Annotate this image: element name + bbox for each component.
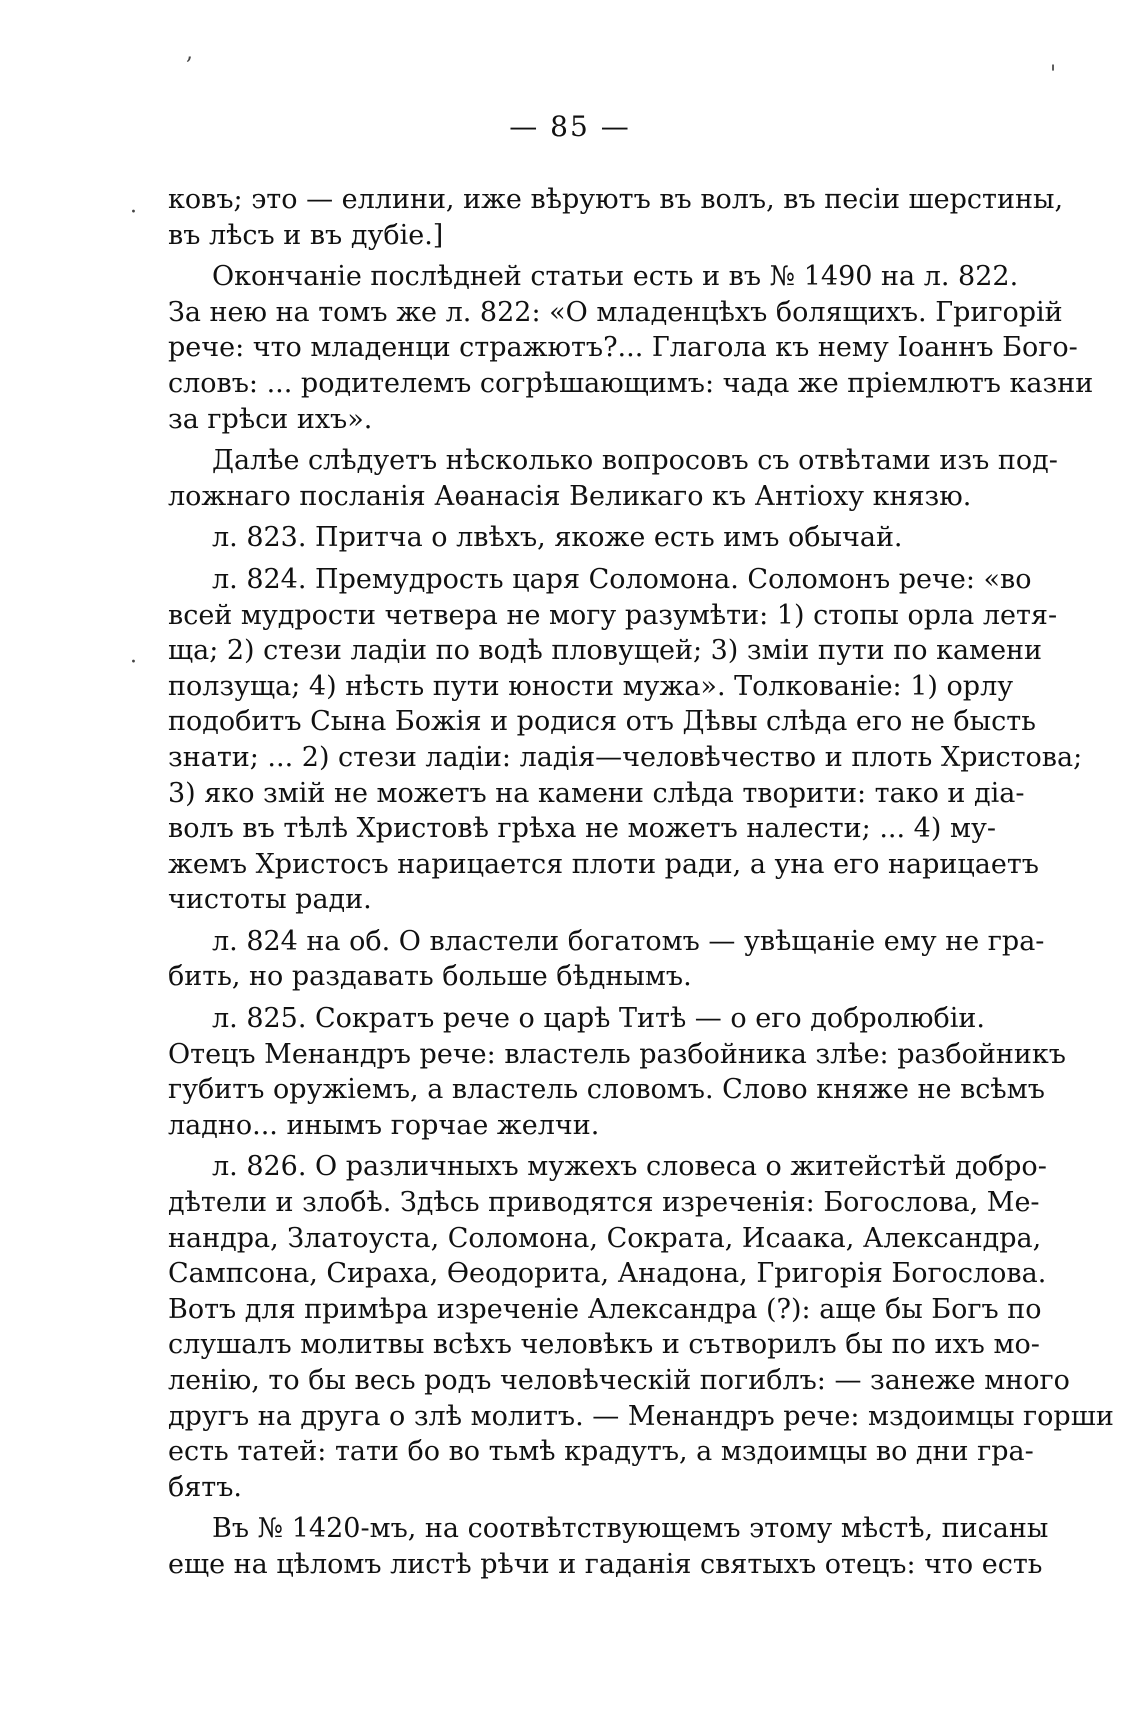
stray-mark: , [186, 40, 193, 65]
text-line: знати; ... 2) стези ладіи: ладія—человѣчество и плоть Христова; [168, 741, 1083, 773]
text-line: ползуща; 4) нѣсть пути юности мужа». Толкованіе: 1) орлу [168, 670, 1014, 702]
text-line: за грѣси ихъ». [168, 403, 373, 435]
paragraph-first-line: л. 824 на об. О властели богатомъ — увѣщаніе ему не гра- [212, 925, 1045, 957]
paragraph-first-line: л. 825. Сократъ рече о царѣ Титѣ — о его добролюбіи. [212, 1003, 985, 1035]
text-line: дѣтели и злобѣ. Здѣсь приводятся изреченія: Богослова, Ме- [168, 1187, 1040, 1219]
text-line: еще на цѣломъ листѣ рѣчи и гаданія святыхъ отецъ: что есть [168, 1548, 1043, 1580]
text-line: рече: что младенци стражютъ?... Глагола къ нему Іоаннъ Бого- [168, 332, 1078, 364]
text-line: всей мудрости четвера не могу разумѣти: 1) стопы орла летя- [168, 599, 1058, 631]
text-line: ложнаго посланія Аѳанасія Великаго къ Антіоху князю. [168, 480, 972, 512]
paragraph-first-line: л. 823. Притча о лвѣхъ, якоже есть имъ обычай. [212, 522, 903, 554]
text-line: ща; 2) стези ладіи по водѣ пловущей; 3) зміи пути по камени [168, 635, 1043, 667]
text-line: За нею на томъ же л. 822: «О младенцѣхъ болящихъ. Григорій [168, 296, 1063, 328]
text-line: ленію, то бы весь родъ человѣческій погиблъ: — занеже много [168, 1365, 1070, 1396]
text-line: волъ въ тѣлѣ Христовѣ грѣха не можетъ налести; ... 4) му- [168, 813, 996, 845]
text-line: ладно... инымъ горчае желчи. [168, 1109, 600, 1141]
text-line: ковъ; это — еллини, иже вѣруютъ въ волъ, въ песіи шерстины, [168, 184, 1064, 215]
paragraph-first-line: Окончаніе послѣдней статьи есть и въ № 1490 на л. 822. [212, 261, 1019, 293]
text-line: въ лѣсъ и въ дубіе.] [168, 219, 444, 251]
text-line: другъ на друга о злѣ молитъ. — Менандръ рече: мздоимцы горши [168, 1400, 1114, 1432]
paragraph-first-line: л. 826. О различныхъ мужехъ словеса о житейстѣй добро- [212, 1151, 1047, 1183]
text-line: Отецъ Менандръ рече: властель разбойника злѣе: разбойникъ [168, 1038, 1066, 1070]
text-line: губитъ оружіемъ, а властель словомъ. Слово княже не всѣмъ [168, 1074, 1045, 1106]
text-line: подобитъ Сына Божія и родися отъ Дѣвы слѣда его не бысть [168, 706, 1036, 738]
text-line: словъ: ... родителемъ согрѣшающимъ: чада же пріемлютъ казни [168, 367, 1094, 399]
stray-mark: · [130, 650, 137, 675]
paragraph-first-line: Въ № 1420-мъ, на соотвѣтствующемъ этому мѣстѣ, писаны [212, 1513, 1049, 1545]
text-line: 3) яко змій не можетъ на камени слѣда творити: тако и діа- [168, 777, 1025, 809]
body-text [168, 182, 1114, 1583]
text-line: нандра, Златоуста, Соломона, Сократа, Исаака, Александра, [168, 1222, 1042, 1254]
stray-mark: · [130, 200, 137, 225]
text-line: Сампсона, Сираха, Ѳеодорита, Анадона, Григорія Богослова. [168, 1258, 1047, 1290]
text-line: чистоты ради. [168, 884, 372, 916]
page-number: — 85 — [509, 110, 631, 143]
text-line: бить, но раздавать больше бѣднымъ. [168, 961, 692, 993]
paragraph-first-line: Далѣе слѣдуетъ нѣсколько вопросовъ съ отвѣтами изъ под- [212, 445, 1058, 477]
text-line: есть татей: тати бо во тьмѣ крадутъ, а мздоимцы во дни гра- [168, 1436, 1034, 1468]
paragraph-first-line: л. 824. Премудрость царя Соломона. Соломонъ рече: «во [212, 563, 1032, 595]
stray-mark: ' [1050, 62, 1057, 87]
text-line: жемъ Христосъ нарицается плоти ради, а уна его нарицаетъ [168, 848, 1039, 880]
text-line: слушалъ молитвы всѣхъ человѣкъ и сътворилъ бы по ихъ мо- [168, 1329, 1040, 1361]
text-line: бятъ. [168, 1471, 242, 1503]
text-line: Вотъ для примѣра изреченіе Александра (?): аще бы Богъ по [168, 1293, 1042, 1325]
